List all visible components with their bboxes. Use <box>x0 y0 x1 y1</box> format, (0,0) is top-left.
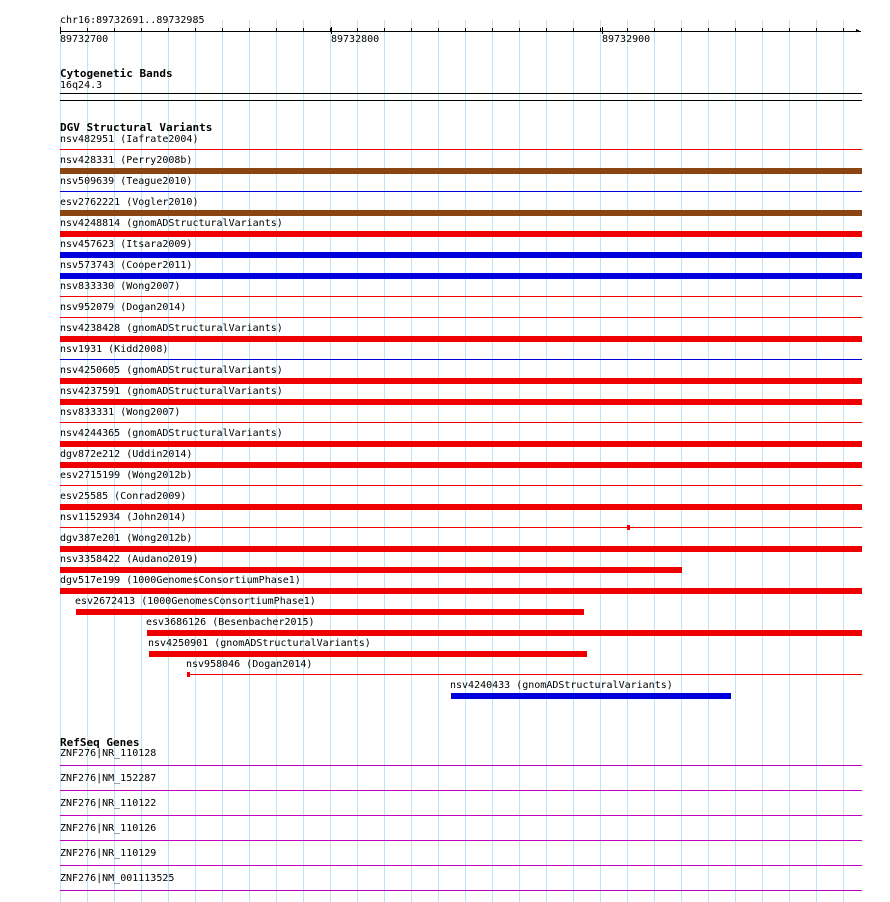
dgv-feature-label: nsv482951 (Iafrate2004) <box>60 134 199 145</box>
refseq-gene-intron-line <box>60 815 862 816</box>
ruler-arrow-right-icon: ▸ <box>855 26 861 36</box>
dgv-feature-bar <box>60 485 862 486</box>
ruler-tick <box>114 28 115 32</box>
dgv-feature-label: nsv4244365 (gnomADStructuralVariants) <box>60 428 283 439</box>
dgv-feature-block <box>187 672 190 677</box>
dgv-feature[interactable] <box>0 386 890 407</box>
dgv-feature-label: nsv509639 (Teague2010) <box>60 176 193 187</box>
ruler-tick <box>573 28 574 32</box>
ruler-tick <box>519 28 520 32</box>
track-title-refseq: RefSeq Genes <box>60 736 140 749</box>
dgv-feature[interactable] <box>0 575 890 596</box>
ruler-axis <box>60 31 861 32</box>
ruler-major-tick <box>602 27 603 34</box>
dgv-feature-label: nsv4238428 (gnomADStructuralVariants) <box>60 323 283 334</box>
dgv-feature[interactable] <box>0 344 890 365</box>
ruler-tick-label: 89732800 <box>331 34 380 45</box>
dgv-feature-bar <box>60 378 862 384</box>
dgv-feature[interactable] <box>0 407 890 428</box>
dgv-feature[interactable] <box>0 281 890 302</box>
refseq-gene-label: ZNF276|NM_152287 <box>60 773 157 784</box>
cytoband-top-line <box>60 93 862 94</box>
dgv-feature[interactable] <box>0 449 890 470</box>
refseq-gene[interactable] <box>0 873 890 898</box>
dgv-feature-bar <box>60 504 862 510</box>
refseq-gene-intron-line <box>60 790 862 791</box>
dgv-feature-bar <box>60 462 862 468</box>
dgv-feature-bar <box>187 674 862 675</box>
dgv-feature-bar <box>60 588 862 594</box>
dgv-feature-bar <box>60 527 862 528</box>
dgv-feature-label: nsv4248814 (gnomADStructuralVariants) <box>60 218 283 229</box>
ruler-tick <box>384 28 385 32</box>
dgv-feature[interactable] <box>0 638 890 659</box>
dgv-feature-bar <box>149 651 587 657</box>
dgv-feature-label: nsv833331 (Wong2007) <box>60 407 181 418</box>
dgv-feature[interactable] <box>0 617 890 638</box>
ruler-tick <box>627 28 628 32</box>
ruler-major-tick <box>331 27 332 34</box>
dgv-feature-bar <box>147 630 862 636</box>
dgv-feature-label: nsv1152934 (John2014) <box>60 512 187 523</box>
refseq-gene-intron-line <box>60 765 862 766</box>
dgv-feature[interactable] <box>0 533 890 554</box>
refseq-gene[interactable] <box>0 823 890 848</box>
dgv-feature[interactable] <box>0 470 890 491</box>
dgv-feature-bar <box>60 422 862 423</box>
dgv-feature[interactable] <box>0 428 890 449</box>
dgv-feature-bar <box>60 273 862 279</box>
track-title-cytobands: Cytogenetic Bands <box>60 67 173 80</box>
cytoband-bottom-line <box>60 100 862 101</box>
refseq-gene-intron-line <box>60 865 862 866</box>
dgv-feature-label: nsv4250901 (gnomADStructuralVariants) <box>148 638 371 649</box>
dgv-feature-label: esv2672413 (1000GenomesConsortiumPhase1) <box>75 596 316 607</box>
dgv-feature[interactable] <box>0 239 890 260</box>
ruler-tick <box>141 28 142 32</box>
ruler-tick <box>87 28 88 32</box>
track-title-dgv: DGV Structural Variants <box>60 121 213 134</box>
ruler-tick <box>438 28 439 32</box>
dgv-feature[interactable] <box>0 659 890 680</box>
dgv-feature-label: esv2762221 (Vogler2010) <box>60 197 199 208</box>
dgv-feature-bar <box>60 336 862 342</box>
ruler-tick <box>276 28 277 32</box>
dgv-feature-label: nsv573743 (Cooper2011) <box>60 260 193 271</box>
refseq-gene[interactable] <box>0 748 890 773</box>
ruler-tick <box>492 28 493 32</box>
refseq-gene[interactable] <box>0 848 890 873</box>
ruler-tick <box>303 28 304 32</box>
cytoband-label: 16q24.3 <box>60 80 103 91</box>
dgv-feature-label: nsv457623 (Itsara2009) <box>60 239 193 250</box>
dgv-feature-label: nsv4237591 (gnomADStructuralVariants) <box>60 386 283 397</box>
dgv-feature[interactable] <box>0 491 890 512</box>
ruler-location: chr16:89732691..89732985 <box>60 15 205 26</box>
dgv-feature-bar <box>60 441 862 447</box>
dgv-feature-bar <box>451 693 731 699</box>
ruler-tick <box>411 28 412 32</box>
refseq-gene-label: ZNF276|NR_110122 <box>60 798 157 809</box>
dgv-feature-label: nsv3358422 (Audano2019) <box>60 554 199 565</box>
dgv-feature-label: dgv872e212 (Uddin2014) <box>60 449 193 460</box>
dgv-feature[interactable] <box>0 365 890 386</box>
dgv-feature-label: nsv4250605 (gnomADStructuralVariants) <box>60 365 283 376</box>
dgv-feature[interactable] <box>0 218 890 239</box>
dgv-feature-bar <box>60 191 862 192</box>
dgv-feature-bar <box>60 317 862 318</box>
dgv-feature-bar <box>60 399 862 405</box>
dgv-feature-label: nsv958046 (Dogan2014) <box>186 659 313 670</box>
dgv-feature-block <box>627 525 630 530</box>
ruler-tick <box>789 28 790 32</box>
dgv-feature-label: nsv952079 (Dogan2014) <box>60 302 187 313</box>
dgv-feature-label: esv2715199 (Wong2012b) <box>60 470 193 481</box>
ruler-tick-label: 89732700 <box>60 34 109 45</box>
dgv-feature-label: esv25585 (Conrad2009) <box>60 491 187 502</box>
ruler-tick <box>681 28 682 32</box>
ruler-tick <box>195 28 196 32</box>
dgv-feature-label: nsv4240433 (gnomADStructuralVariants) <box>450 680 673 691</box>
refseq-gene-label: ZNF276|NM_001113525 <box>60 873 175 884</box>
dgv-feature[interactable] <box>0 155 890 176</box>
refseq-gene-intron-line <box>60 840 862 841</box>
ruler-major-tick <box>60 27 61 34</box>
dgv-feature[interactable] <box>0 596 890 617</box>
dgv-feature-bar <box>60 567 682 573</box>
dgv-feature-bar <box>60 359 862 360</box>
ruler-tick <box>708 28 709 32</box>
refseq-gene-label: ZNF276|NR_110126 <box>60 823 157 834</box>
ruler-tick <box>600 28 601 32</box>
dgv-feature-bar <box>60 231 862 237</box>
dgv-feature-bar <box>76 609 584 615</box>
dgv-feature[interactable] <box>0 134 890 155</box>
dgv-feature[interactable] <box>0 260 890 281</box>
refseq-gene-label: ZNF276|NR_110128 <box>60 748 157 759</box>
ruler-tick <box>546 28 547 32</box>
refseq-gene[interactable] <box>0 773 890 798</box>
dgv-feature[interactable] <box>0 554 890 575</box>
dgv-feature[interactable] <box>0 323 890 344</box>
dgv-feature-label: nsv1931 (Kidd2008) <box>60 344 169 355</box>
dgv-feature-bar <box>60 149 862 150</box>
dgv-feature-bar <box>60 546 862 552</box>
dgv-feature-label: dgv387e201 (Wong2012b) <box>60 533 193 544</box>
ruler-tick <box>735 28 736 32</box>
refseq-gene-label: ZNF276|NR_110129 <box>60 848 157 859</box>
dgv-feature[interactable] <box>0 176 890 197</box>
ruler-tick <box>465 28 466 32</box>
refseq-gene[interactable] <box>0 798 890 823</box>
dgv-feature[interactable] <box>0 512 890 533</box>
dgv-feature-bar <box>60 210 862 216</box>
ruler-tick <box>222 28 223 32</box>
ruler-tick <box>357 28 358 32</box>
ruler-tick <box>762 28 763 32</box>
dgv-feature-bar <box>60 252 862 258</box>
dgv-feature-bar <box>60 168 862 174</box>
dgv-feature-label: esv3686126 (Besenbacher2015) <box>146 617 315 628</box>
ruler-tick <box>816 28 817 32</box>
dgv-feature-label: nsv428331 (Perry2008b) <box>60 155 193 166</box>
ruler-tick <box>843 28 844 32</box>
dgv-feature-bar <box>60 296 862 297</box>
refseq-gene-intron-line <box>60 890 862 891</box>
ruler-tick <box>249 28 250 32</box>
dgv-feature[interactable] <box>0 302 890 323</box>
ruler-tick-label: 89732900 <box>602 34 651 45</box>
ruler-tick <box>168 28 169 32</box>
dgv-feature[interactable] <box>0 680 890 701</box>
dgv-feature-label: nsv833330 (Wong2007) <box>60 281 181 292</box>
dgv-feature-label: dgv517e199 (1000GenomesConsortiumPhase1) <box>60 575 301 586</box>
dgv-feature[interactable] <box>0 197 890 218</box>
ruler-tick <box>654 28 655 32</box>
